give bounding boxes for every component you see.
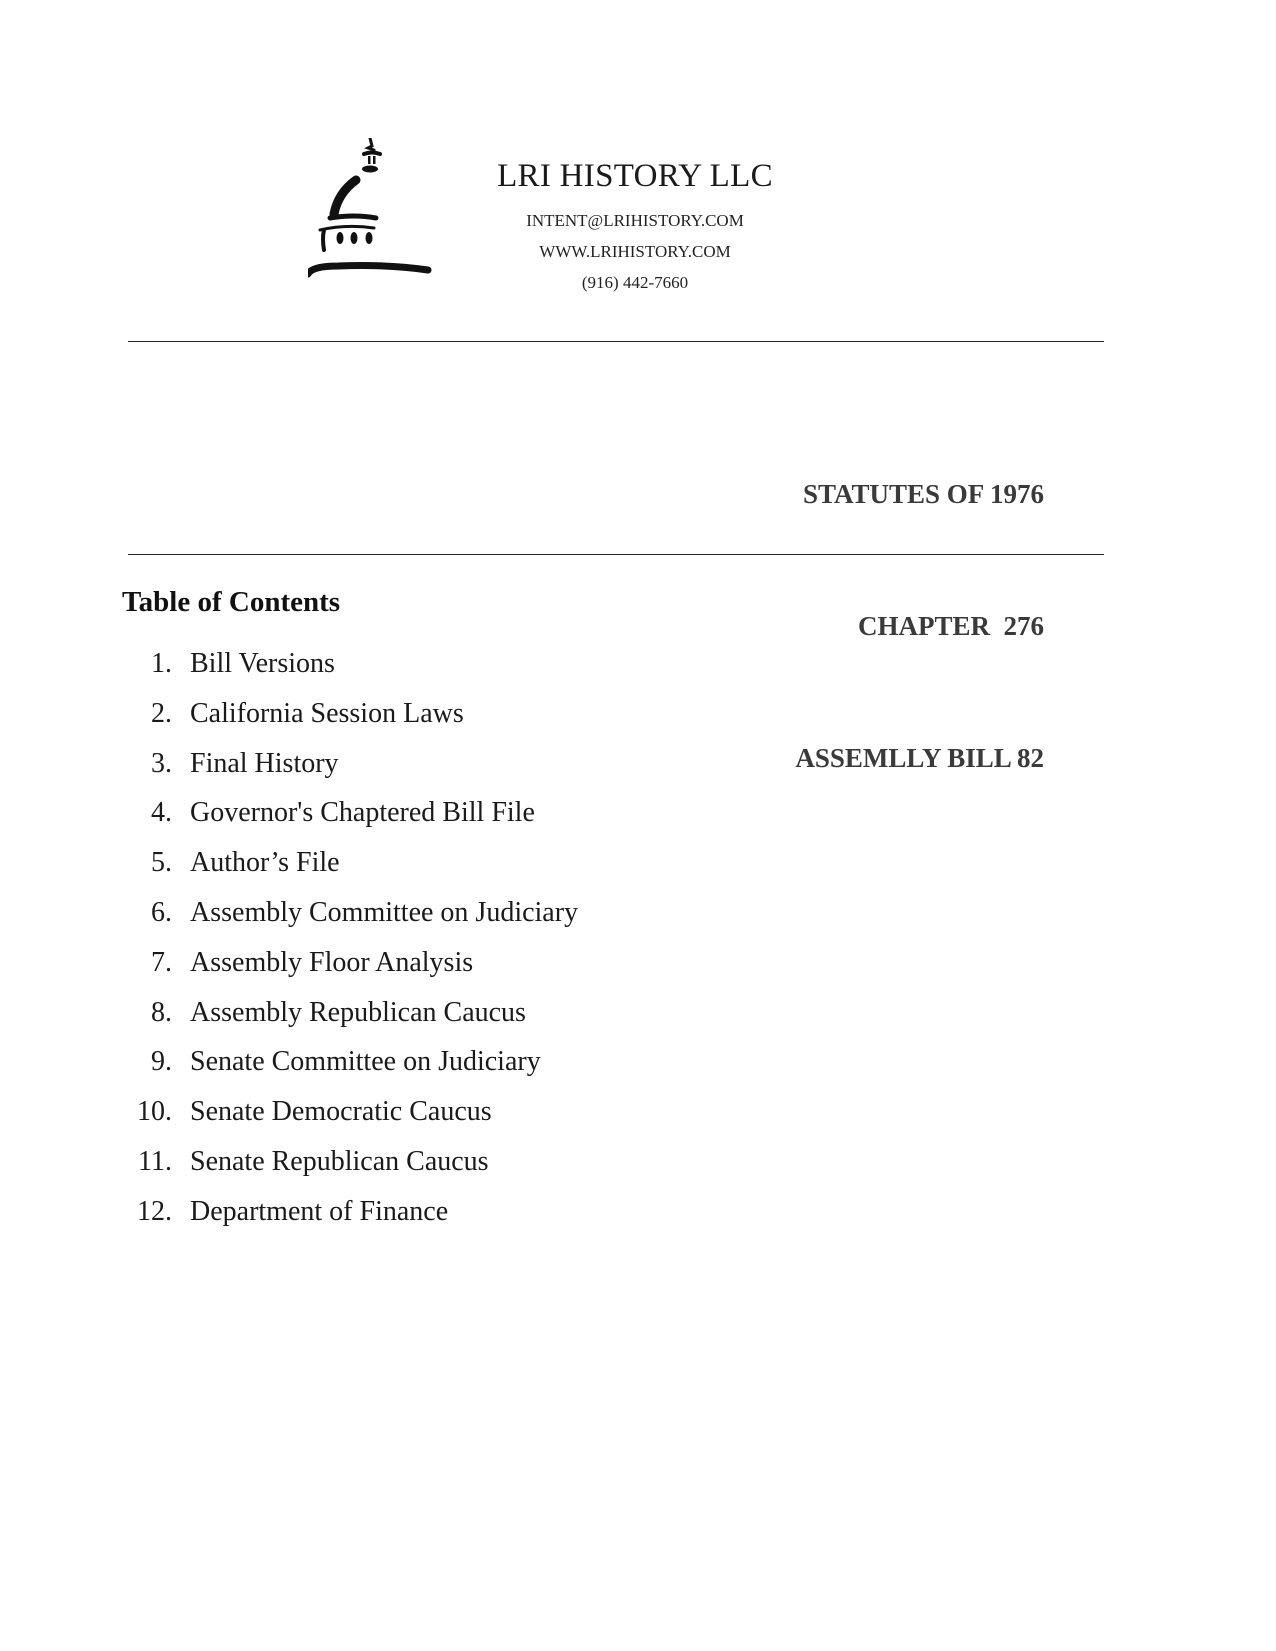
- toc-item: [120, 1096, 578, 1146]
- statute-year: STATUTES OF 1976: [802, 479, 1044, 509]
- company-website: WWW.LRIHISTORY.COM: [539, 242, 731, 261]
- capitol-dome-icon: [308, 138, 448, 294]
- toc-list: [120, 648, 578, 1246]
- statute-bill: ASSEMLLY BILL 82: [795, 743, 1044, 773]
- toc-item-number: 3.: [151, 747, 172, 779]
- toc-item-label: Assembly Floor Analysis: [190, 946, 474, 978]
- company-email: INTENT@LRIHISTORY.COM: [526, 211, 744, 230]
- divider-top: [128, 341, 1104, 342]
- toc-item-number: 6.: [151, 896, 172, 928]
- toc-item: [120, 698, 578, 748]
- toc-item-label: Senate Democratic Caucus: [190, 1096, 492, 1128]
- toc-heading: Table of Contents: [122, 586, 341, 618]
- toc-item-label: Senate Republican Caucus: [190, 1145, 489, 1177]
- toc-item-label: Author’s File: [190, 847, 340, 879]
- toc-item-label: Governor's Chaptered Bill File: [190, 797, 535, 829]
- toc-item-number: 1.: [151, 648, 172, 679]
- toc-item-label: Assembly Committee on Judiciary: [190, 896, 579, 928]
- toc-item: [120, 1196, 578, 1246]
- toc-item-label: Bill Versions: [190, 648, 335, 679]
- toc-item: [120, 748, 578, 798]
- company-phone: (916) 442-7660: [581, 273, 689, 292]
- toc-item-label: Department of Finance: [190, 1195, 449, 1227]
- toc-item: [120, 947, 578, 997]
- company-name: LRI HISTORY LLC: [497, 158, 773, 194]
- divider-bottom: [128, 554, 1104, 555]
- toc-item-number: 11.: [138, 1145, 172, 1177]
- toc-item-number: 10.: [137, 1096, 172, 1128]
- toc-item: [120, 1146, 578, 1196]
- toc-item-number: 12.: [137, 1195, 172, 1227]
- toc-item-number: 7.: [151, 946, 172, 978]
- toc-item-label: Final History: [190, 747, 339, 779]
- toc-item-number: 4.: [151, 797, 172, 829]
- toc-item: [120, 1046, 578, 1096]
- company-header: [435, 160, 835, 298]
- toc-item-label: California Session Laws: [190, 697, 464, 729]
- toc-item-label: Senate Committee on Judiciary: [190, 1046, 541, 1078]
- toc-item-label: Assembly Republican Caucus: [190, 996, 526, 1028]
- toc-item-number: 2.: [151, 697, 172, 729]
- statute-block: [795, 384, 1044, 824]
- toc-item: [120, 648, 578, 698]
- toc-item: [120, 897, 578, 947]
- toc-item-number: 5.: [151, 847, 172, 879]
- toc-item-number: 9.: [151, 1046, 172, 1078]
- toc-item: [120, 797, 578, 847]
- toc-item: [120, 997, 578, 1047]
- statute-chapter: CHAPTER 276: [857, 611, 1044, 641]
- toc-item-number: 8.: [151, 996, 172, 1028]
- toc-item: [120, 847, 578, 897]
